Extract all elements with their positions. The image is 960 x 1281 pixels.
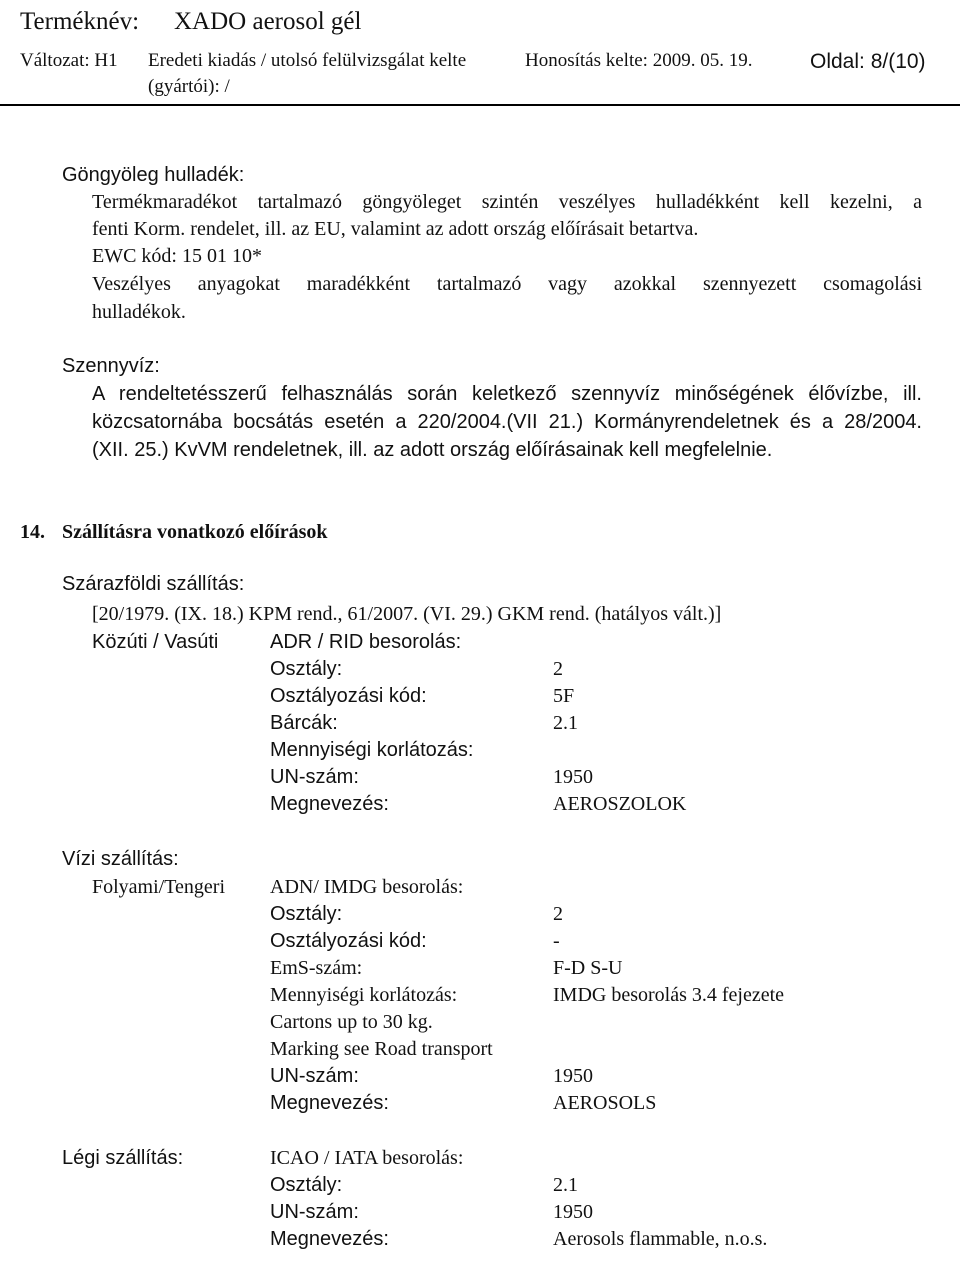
packaging-waste-title: Göngyöleg hulladék: (62, 164, 245, 186)
product-name: XADO aerosol gél (174, 8, 362, 35)
ewc-code: EWC kód: 15 01 10* (92, 245, 262, 267)
air-row-label: Osztály: (270, 1174, 343, 1196)
water-row-value: 2 (553, 903, 563, 925)
water-row-label: UN-szám: (270, 1065, 359, 1087)
road-classification: ADR / RID besorolás: (270, 631, 462, 653)
air-row-label: Megnevezés: (270, 1228, 389, 1250)
road-row-label: Osztály: (270, 658, 343, 680)
packaging-waste-line5: hulladékok. (92, 301, 186, 323)
water-row-value: AEROSOLS (553, 1092, 657, 1114)
land-transport-title: Szárazföldi szállítás: (62, 573, 245, 595)
version: Változat: H1 (20, 50, 118, 71)
road-row-label: Megnevezés: (270, 793, 389, 815)
water-classification: ADN/ IMDG besorolás: (270, 876, 464, 898)
water-row-label: Marking see Road transport (270, 1038, 493, 1060)
road-row-value: 1950 (553, 766, 593, 788)
air-row-value: Aerosols flammable, n.o.s. (553, 1228, 768, 1250)
road-row-label: Bárcák: (270, 712, 338, 734)
homologation-date: Honosítás kelte: 2009. 05. 19. (525, 50, 753, 71)
wastewater-line3: (XII. 25.) KvVM rendeletnek, ill. az adott ország előírásainak kell megfelelnie. (92, 439, 773, 461)
packaging-waste-line1: Termékmaradékot tartalmazó göngyöleget szintén veszélyes hulladékként kell kezelni, a (92, 191, 922, 213)
wastewater-title: Szennyvíz: (62, 355, 160, 377)
road-row-value: 2 (553, 658, 563, 680)
road-row-label: Mennyiségi korlátozás: (270, 739, 474, 761)
water-row-label: Mennyiségi korlátozás: (270, 984, 458, 1006)
air-row-value: 2.1 (553, 1174, 578, 1196)
road-row-value: 2.1 (553, 712, 578, 734)
section-number: 14. (20, 521, 45, 543)
road-mode: Közúti / Vasúti (92, 631, 219, 653)
water-row-label: Osztályozási kód: (270, 930, 427, 952)
water-row-value: IMDG besorolás 3.4 fejezete (553, 984, 785, 1006)
product-label: Terméknév: (20, 8, 140, 35)
wastewater-line1: A rendeltetésszerű felhasználás során keletkező szennyvíz minőségének élővízbe, ill. (92, 383, 922, 405)
original-issue-line2: (gyártói): / (148, 76, 230, 97)
air-row-value: 1950 (553, 1201, 593, 1223)
water-mode: Folyami/Tengeri (92, 876, 226, 898)
section-title: Szállításra vonatkozó előírások (62, 521, 328, 543)
header-divider (0, 104, 960, 106)
water-row-value: - (553, 930, 560, 952)
land-regulation: [20/1979. (IX. 18.) KPM rend., 61/2007. (VI. 29.) GKM rend. (hatályos vált.)] (92, 603, 722, 625)
road-row-label: UN-szám: (270, 766, 359, 788)
page-number: Oldal: 8/(10) (810, 50, 926, 73)
packaging-waste-line4: Veszélyes anyagokat maradékként tartalmazó vagy azokkal szennyezett csomagolási (92, 273, 922, 295)
road-row-label: Osztályozási kód: (270, 685, 427, 707)
water-row-label: Megnevezés: (270, 1092, 389, 1114)
water-row-value: 1950 (553, 1065, 593, 1087)
air-mode: Légi szállítás: (62, 1147, 184, 1169)
water-transport-title: Vízi szállítás: (62, 848, 179, 870)
original-issue-line1: Eredeti kiadás / utolsó felülvizsgálat kelte (148, 50, 467, 71)
packaging-waste-line2: fenti Korm. rendelet, ill. az EU, valamint az adott ország előírásait betartva. (92, 218, 699, 240)
road-row-value: 5F (553, 685, 575, 707)
road-row-value: AEROSZOLOK (553, 793, 687, 815)
water-row-value: F-D S-U (553, 957, 623, 979)
water-row-label: Osztály: (270, 903, 343, 925)
wastewater-line2: közcsatornába bocsátás esetén a 220/2004.(VII 21.) Kormányrendeletnek és a 28/2004. (92, 411, 922, 433)
air-row-label: UN-szám: (270, 1201, 359, 1223)
water-row-label: EmS-szám: (270, 957, 363, 979)
water-row-label: Cartons up to 30 kg. (270, 1011, 433, 1033)
air-classification: ICAO / IATA besorolás: (270, 1147, 464, 1169)
